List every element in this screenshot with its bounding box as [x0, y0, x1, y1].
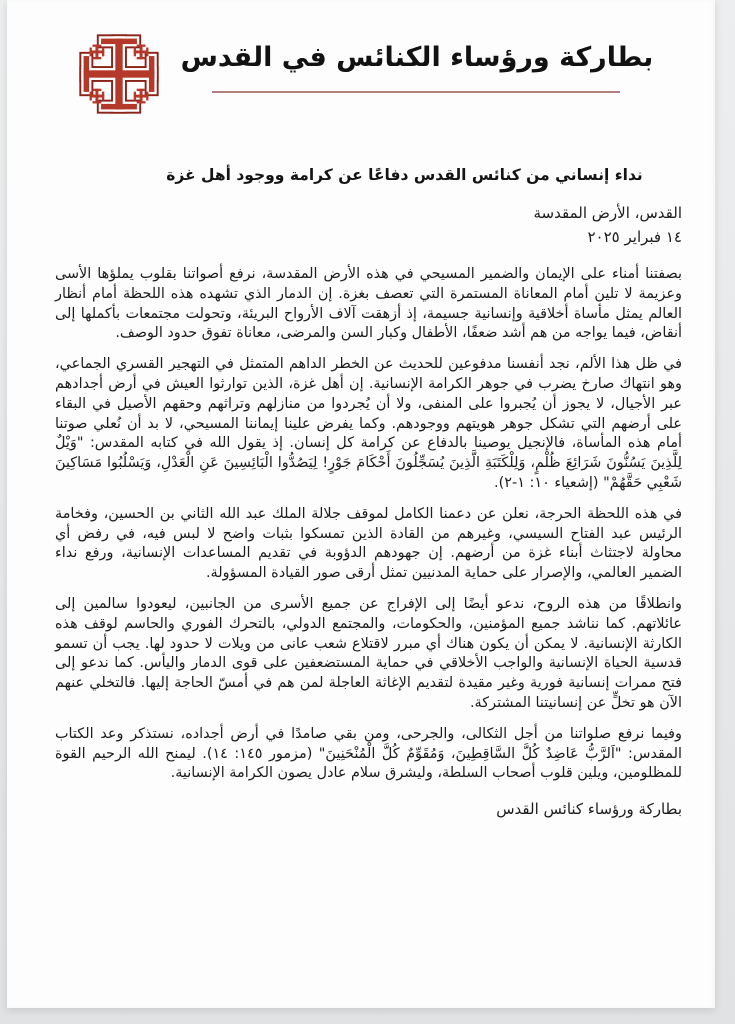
paragraph-4: وانطلاقًا من هذه الروح، ندعو أيضًا إلى الإفراج عن جميع الأسرى من الجانبين، ليعودوا سالمين إلى عائلاتهم. كما نناشد جميع المؤمنين، والحكومات، والمجتمع الدولي، بالتحرك الفوري والحاسم لوقف هذه الكارثة الإنسانية. لا يمكن أن يكون هناك أي مبرر لاقتلاع شعب عانى من ويلات لا حدود لها. يجب أن تسمو قدسية الحياة الإنسانية والواجب الأخلاقي في حماية المستضعفين على قوى الدمار واليأس. كما ندعو إلى فتح ممرات إنسانية فورية وغير مقيدة لتقديم الإغاثة العاجلة لمن هم في أمسّ الحاجة إليها. فالتخلي عنهم الآن هو تخلٍّ عن إنسانيتنا المشتركة.	[55, 595, 682, 711]
dateline	[55, 201, 682, 249]
paragraphs	[55, 265, 682, 784]
dateline-date: ١٤ فبراير ٢٠٢٥	[587, 228, 682, 246]
dateline-place: القدس، الأرض المقدسة	[533, 204, 682, 222]
org-title: بطاركة ورؤساء الكنائس في القدس	[180, 42, 654, 73]
paragraph-1: بصفتنا أمناء على الإيمان والضمير المسيحي في هذه الأرض المقدسة، نرفع أصواتنا بقلوب يملؤها الأسى وعزيمة لا تلين أمام المعاناة المستمرة التي تعصف بغزة. إن الدمار الذي تشهده هذه اللحظة أمام أنظار العالم يمثل مأساة أخلاقية وإنسانية جسيمة، إذ أزهقت آلاف الأرواح البريئة، وتحولت مجتمعات بأكملها إلى أنقاض، فيما يواجه من هم أشد ضعفًا، الأطفال وكبار السن والمرضى، معاناة تفوق حدود الوصف.	[55, 266, 682, 342]
signature: بطاركة ورؤساء كنائس القدس	[496, 800, 682, 819]
letter-body	[55, 160, 682, 818]
paragraph-3: في هذه اللحظة الحرجة، نعلن عن دعمنا الكامل لموقف جلالة الملك عبد الله الثاني بن الحسين، وفخامة الرئيس عبد الفتاح السيسي، وغيرهم من القادة الذين تمسكوا بثبات واضح لا لبس فيه، في رفض أي محاولة لاجتثاث أبناء غزة من أرضهم. إن جهودهم الدؤوبة في تقديم المساعدات الإنسانية، ورفع نداء الضمير العالمي، والإصرار على حماية المدنيين تمثل أرقى صور القيادة المسؤولة.	[55, 505, 682, 582]
paragraph-5: وفيما نرفع صلواتنا من أجل الثكالى، والجرحى، ومن بقي صامدًا في أرض أجداده، نستذكر وعد الكتاب المقدس: "اَلرَّبُّ عَاضِدٌ كُلَّ السَّاقِطِينَ، وَمُقَوِّمٌ كُلَّ الْمُنْحَنِينَ" (مزمور ١٤٥: ١٤). ليمنح الله الرحيم القوة للمظلومين، ويلين قلوب أصحاب السلطة، وليشرق سلام عادل يصون الكرامة الإنسانية.	[55, 725, 682, 782]
paragraph-2: في ظل هذا الألم، نجد أنفسنا مدفوعين للحديث عن الخطر الداهم المتمثل في التهجير القسري الجماعي، وهو انتهاك صارخ يضرب في جوهر الكرامة الإنسانية. إن أهل غزة، الذين توارثوا العيش في أرض أجدادهم عبر الأجيال، لا يجوز أن يُجبروا على المنفى، ولا أن يُجردوا من منازلهم وتراثهم وحقهم الأصيل في البقاء على أرضهم التي تشكل جوهر هويتهم ووجودهم. وكما يفرض علينا إيماننا المسيحي، لا بد أن نُعلي صوتنا أمام هذه المأساة، فالإنجيل يوصينا بالدفاع عن كرامة كل إنسان. إذ يقول الله في كتابه المقدس: "وَيْلٌ لِلَّذِينَ يَسُنُّونَ شَرَائِعَ ظُلْمٍ، وَلِلْكَتَبَةِ الَّذِينَ يُسَجِّلُونَ أَحْكَامَ جَوْرٍ! لِيَصُدُّوا الْبَائِسِينَ عَنِ الْعَدْلِ، وَيَسْلُبُوا مَسَاكِينَ شَعْبِي حَقَّهُمْ" (إشعياء ١٠: ١-٢).	[55, 356, 682, 491]
letter-page	[7, 0, 715, 1008]
jerusalem-cross-icon	[73, 24, 165, 124]
subject-line: نداء إنساني من كنائس القدس دفاعًا عن كرامة ووجود أهل غزة	[166, 166, 643, 184]
letterhead-rule	[212, 91, 620, 93]
